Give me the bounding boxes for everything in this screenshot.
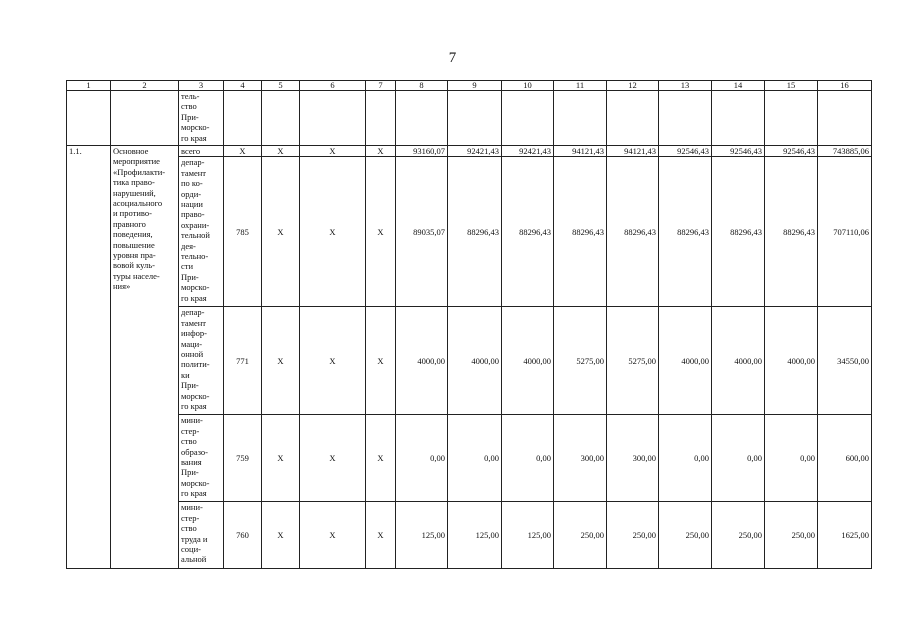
org-line: При- <box>181 271 199 282</box>
value-cell: 0,00 <box>712 415 765 502</box>
org-line: тельно- <box>181 251 209 262</box>
value-cell: 4000,00 <box>502 307 554 415</box>
value-cell: 88296,43 <box>448 157 502 307</box>
activity-name-line: асоциального <box>113 198 163 209</box>
activity-name-line: и противо- <box>113 208 152 219</box>
org-line: морско- <box>181 390 210 401</box>
col6-cell: X <box>300 307 366 415</box>
empty-cell <box>300 91 366 146</box>
col-header: 6 <box>300 81 366 91</box>
table-row <box>67 307 872 415</box>
empty-cell <box>111 91 179 146</box>
org-line: ство <box>181 436 197 447</box>
value-cell: 743885,06 <box>818 146 872 157</box>
value-cell: 92546,43 <box>659 146 712 157</box>
value-cell: 92421,43 <box>502 146 554 157</box>
empty-cell <box>366 91 396 146</box>
code-cell: 759 <box>224 415 262 502</box>
value-cell: 707110,06 <box>818 157 872 307</box>
value-cell: 0,00 <box>765 415 818 502</box>
col-header: 4 <box>224 81 262 91</box>
value-cell: 5275,00 <box>607 307 659 415</box>
col5-cell: X <box>262 415 300 502</box>
org-line: При- <box>181 111 199 122</box>
col6-cell: X <box>300 415 366 502</box>
col6-cell: X <box>300 146 366 157</box>
code-cell: 785 <box>224 157 262 307</box>
empty-cell <box>607 91 659 146</box>
org-line: тельной <box>181 230 210 241</box>
org-line: охрани- <box>181 219 210 230</box>
activity-name-line: туры населе- <box>113 270 160 281</box>
col-header: 11 <box>554 81 607 91</box>
value-cell: 88296,43 <box>607 157 659 307</box>
value-cell: 5275,00 <box>554 307 607 415</box>
activity-name-line: повышение <box>113 239 155 250</box>
value-cell: 0,00 <box>396 415 448 502</box>
col-header: 1 <box>67 81 111 91</box>
value-cell: 4000,00 <box>659 307 712 415</box>
activity-name-line: правного <box>113 218 146 229</box>
value-cell: 250,00 <box>554 502 607 569</box>
org-line: всего <box>181 146 201 156</box>
value-cell: 4000,00 <box>396 307 448 415</box>
org-cell <box>179 91 224 146</box>
org-line: нации <box>181 199 203 210</box>
org-line: депар- <box>181 307 205 318</box>
org-line: онной <box>181 349 204 360</box>
empty-cell <box>765 91 818 146</box>
value-cell: 88296,43 <box>659 157 712 307</box>
org-line: го края <box>181 132 207 143</box>
col-header: 12 <box>607 81 659 91</box>
org-line: соци- <box>181 544 201 555</box>
org-line: инфор- <box>181 328 207 339</box>
org-line: орди- <box>181 188 202 199</box>
org-line: го края <box>181 401 207 412</box>
org-cell <box>179 146 224 157</box>
org-line: При- <box>181 380 199 391</box>
value-cell: 88296,43 <box>712 157 765 307</box>
empty-cell <box>502 91 554 146</box>
col7-cell: X <box>366 157 396 307</box>
value-cell: 88296,43 <box>502 157 554 307</box>
value-cell: 92421,43 <box>448 146 502 157</box>
col-header: 7 <box>366 81 396 91</box>
org-line: право- <box>181 209 205 220</box>
col7-cell: X <box>366 307 396 415</box>
value-cell: 4000,00 <box>448 307 502 415</box>
org-cell <box>179 415 224 502</box>
org-cell <box>179 307 224 415</box>
col5-cell: X <box>262 307 300 415</box>
value-cell: 0,00 <box>659 415 712 502</box>
continuation-row <box>67 91 872 146</box>
activity-name-line: вовой куль- <box>113 260 155 271</box>
col-header: 16 <box>818 81 872 91</box>
activity-name-line: «Профилакти- <box>113 166 166 177</box>
org-line: образо- <box>181 446 208 457</box>
org-line: депар- <box>181 157 205 168</box>
col7-cell: X <box>366 502 396 569</box>
org-cell <box>179 502 224 569</box>
col-header: 14 <box>712 81 765 91</box>
col-header: 5 <box>262 81 300 91</box>
code-cell: X <box>224 146 262 157</box>
value-cell: 300,00 <box>554 415 607 502</box>
value-cell: 600,00 <box>818 415 872 502</box>
col6-cell: X <box>300 157 366 307</box>
org-line: мини- <box>181 415 203 426</box>
table-row <box>67 146 872 157</box>
activity-name-line: тика право- <box>113 177 155 188</box>
empty-cell <box>448 91 502 146</box>
value-cell: 300,00 <box>607 415 659 502</box>
value-cell: 0,00 <box>502 415 554 502</box>
column-number-header-row <box>67 81 872 91</box>
org-line: морско- <box>181 122 210 133</box>
activity-name-line: уровня пра- <box>113 250 156 261</box>
empty-cell <box>67 91 111 146</box>
col-header: 13 <box>659 81 712 91</box>
org-line: ство <box>181 101 197 112</box>
activity-name-line: ния» <box>113 281 131 292</box>
activity-name-line: Основное <box>113 146 149 156</box>
value-cell: 125,00 <box>396 502 448 569</box>
org-line: При- <box>181 467 199 478</box>
col-header: 8 <box>396 81 448 91</box>
org-line: полити- <box>181 359 210 370</box>
value-cell: 88296,43 <box>554 157 607 307</box>
activity-name-line: мероприятие <box>113 156 160 167</box>
col7-cell: X <box>366 146 396 157</box>
org-line: труда и <box>181 533 208 544</box>
table-row <box>67 415 872 502</box>
col-header: 3 <box>179 81 224 91</box>
empty-cell <box>224 91 262 146</box>
org-line: стер- <box>181 425 200 436</box>
org-line: ки <box>181 369 190 380</box>
org-line: по ко- <box>181 178 203 189</box>
budget-table <box>66 80 872 569</box>
org-line: морско- <box>181 282 210 293</box>
value-cell: 125,00 <box>448 502 502 569</box>
empty-cell <box>818 91 872 146</box>
value-cell: 1625,00 <box>818 502 872 569</box>
code-cell: 760 <box>224 502 262 569</box>
table-row <box>67 157 872 307</box>
value-cell: 4000,00 <box>712 307 765 415</box>
value-cell: 94121,43 <box>607 146 659 157</box>
org-cell <box>179 157 224 307</box>
empty-cell <box>712 91 765 146</box>
value-cell: 94121,43 <box>554 146 607 157</box>
activity-number: 1.1. <box>67 146 111 569</box>
col6-cell: X <box>300 502 366 569</box>
col5-cell: X <box>262 502 300 569</box>
col7-cell: X <box>366 415 396 502</box>
col-header: 2 <box>111 81 179 91</box>
org-line: тель- <box>181 91 200 101</box>
value-cell: 88296,43 <box>765 157 818 307</box>
value-cell: 92546,43 <box>712 146 765 157</box>
value-cell: 0,00 <box>448 415 502 502</box>
org-line: сти <box>181 261 194 272</box>
value-cell: 250,00 <box>607 502 659 569</box>
col5-cell: X <box>262 157 300 307</box>
activity-name <box>111 146 179 569</box>
org-line: стер- <box>181 512 200 523</box>
value-cell: 250,00 <box>659 502 712 569</box>
value-cell: 4000,00 <box>765 307 818 415</box>
value-cell: 89035,07 <box>396 157 448 307</box>
col-header: 10 <box>502 81 554 91</box>
org-line: тамент <box>181 167 207 178</box>
empty-cell <box>396 91 448 146</box>
org-line: вания <box>181 457 202 468</box>
value-cell: 125,00 <box>502 502 554 569</box>
table-row <box>67 502 872 569</box>
activity-name-line: поведения, <box>113 229 153 240</box>
activity-name-line: нарушений, <box>113 187 156 198</box>
org-line: маци- <box>181 338 203 349</box>
org-line: морско- <box>181 477 210 488</box>
org-line: го края <box>181 488 207 499</box>
org-line: дея- <box>181 240 196 251</box>
value-cell: 250,00 <box>765 502 818 569</box>
col-header: 9 <box>448 81 502 91</box>
col-header: 15 <box>765 81 818 91</box>
empty-cell <box>659 91 712 146</box>
empty-cell <box>554 91 607 146</box>
org-line: го края <box>181 292 207 303</box>
value-cell: 34550,00 <box>818 307 872 415</box>
value-cell: 92546,43 <box>765 146 818 157</box>
page-number: 7 <box>448 50 457 66</box>
org-line: ство <box>181 523 197 534</box>
col5-cell: X <box>262 146 300 157</box>
org-line: альной <box>181 554 207 565</box>
code-cell: 771 <box>224 307 262 415</box>
org-line: мини- <box>181 502 203 513</box>
org-line: тамент <box>181 317 207 328</box>
value-cell: 250,00 <box>712 502 765 569</box>
empty-cell <box>262 91 300 146</box>
value-cell: 93160,07 <box>396 146 448 157</box>
